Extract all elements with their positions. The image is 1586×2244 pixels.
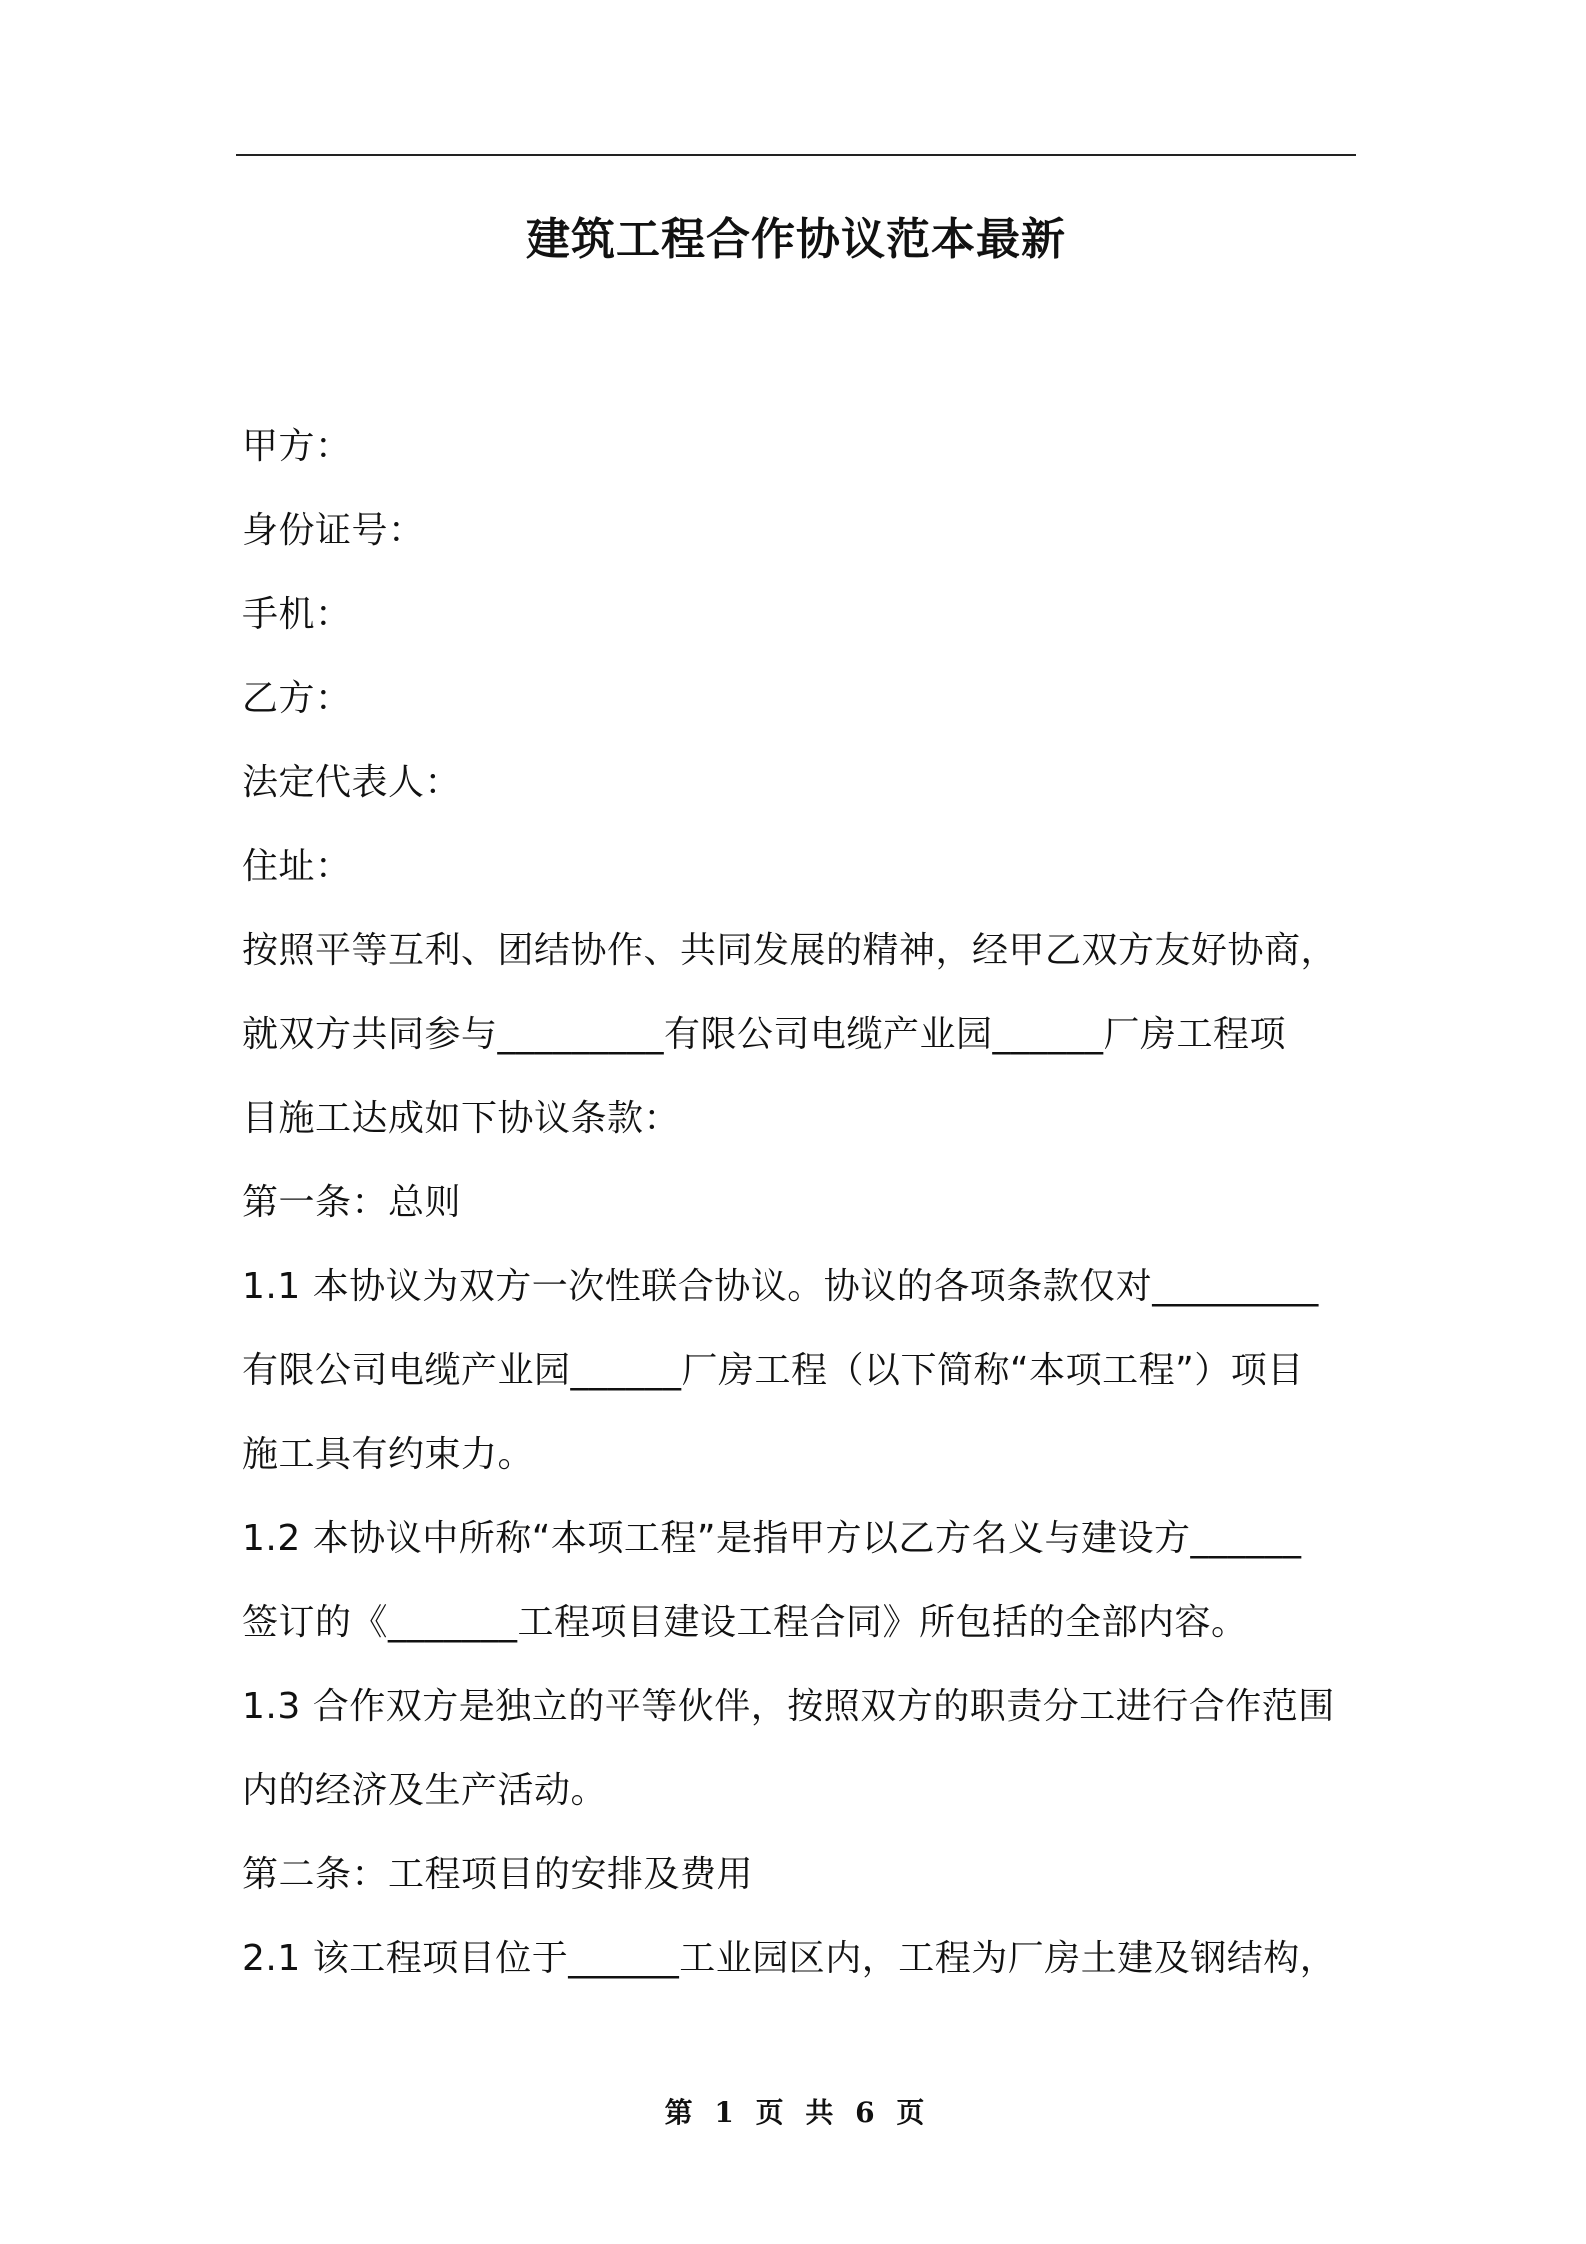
preamble-line: 就双方共同参与_________有限公司电缆产业园______厂房工程项 — [242, 1014, 1287, 1055]
id-number-line: 身份证号： — [242, 510, 425, 551]
preamble-line: 按照平等互利、团结协作、共同发展的精神，经甲乙双方友好协商， — [242, 930, 1338, 971]
clause-2-1-line: 2.1 该工程项目位于______工业园区内，工程为厂房土建及钢结构， — [242, 1938, 1337, 1979]
clause-1-1-line: 有限公司电缆产业园______厂房工程（以下简称“本项工程”）项目 — [242, 1350, 1304, 1391]
address-line: 住址： — [242, 846, 352, 887]
clause-1-1-line: 1.1 本协议为双方一次性联合协议。协议的各项条款仅对_________ — [242, 1266, 1319, 1307]
document-title: 建筑工程合作协议范本最新 — [526, 214, 1066, 265]
clause-1-3-line: 1.3 合作双方是独立的平等伙伴，按照双方的职责分工进行合作范围 — [242, 1686, 1335, 1727]
page-footer: 第 1 页 共 6 页 — [664, 2096, 928, 2129]
legal-representative-line: 法定代表人： — [242, 762, 462, 803]
party-a-line: 甲方： — [242, 426, 352, 467]
clause-1-2-line: 1.2 本协议中所称“本项工程”是指甲方以乙方名义与建设方______ — [242, 1518, 1302, 1559]
clause-1-1-line: 施工具有约束力。 — [242, 1434, 535, 1475]
article-1-heading: 第一条：总则 — [242, 1182, 462, 1223]
preamble-line: 目施工达成如下协议条款： — [242, 1098, 681, 1139]
document-body — [242, 405, 1362, 2001]
party-b-line: 乙方： — [242, 678, 352, 719]
clause-1-3-line: 内的经济及生产活动。 — [242, 1770, 608, 1811]
clause-1-2-line: 签订的《_______工程项目建设工程合同》所包括的全部内容。 — [242, 1602, 1248, 1643]
article-2-heading: 第二条：工程项目的安排及费用 — [242, 1854, 754, 1895]
header-rule — [236, 154, 1356, 156]
phone-line: 手机： — [242, 594, 352, 635]
